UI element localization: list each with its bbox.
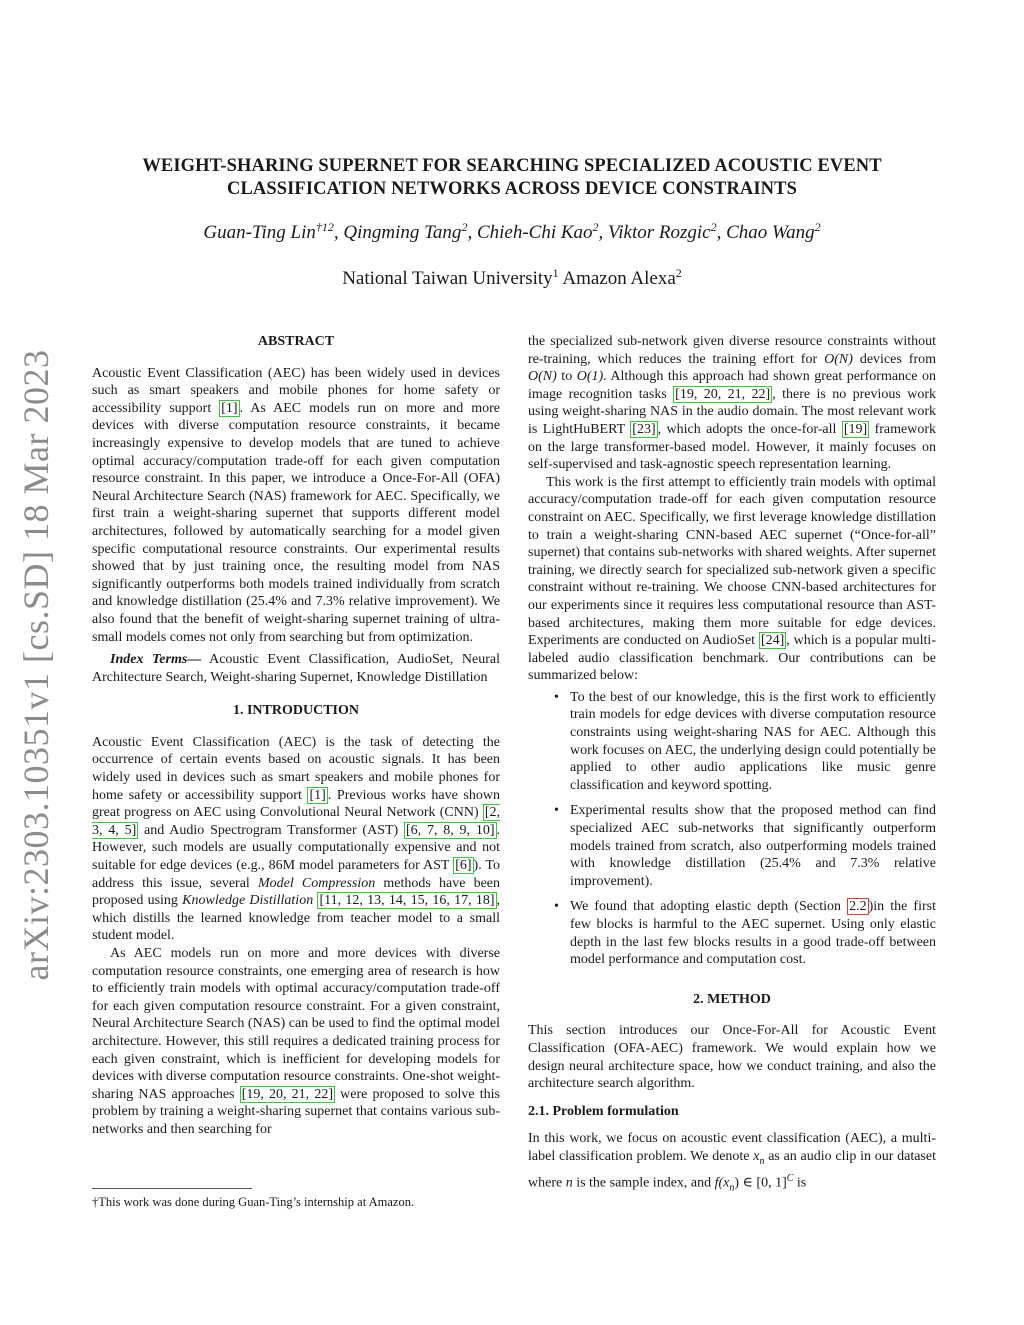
paper-title — [60, 155, 964, 201]
affiliation-sup: 1 — [552, 266, 559, 280]
left-column — [92, 333, 500, 1139]
list-item: • To the best of our knowledge, this is the first work to efficiently train models for edge devices with diverse computation resource constraints using weight-sharing NAS for AEC. Although this work focuses on AEC, the underlying design could potentially be applied to other audio applications like music genre classification and keyword spotting. — [554, 689, 936, 793]
author-name: Viktor Rozgic — [608, 222, 711, 243]
subsection-heading: 2.1. Problem formulation — [528, 1103, 679, 1119]
section-link[interactable]: 2.2 — [849, 899, 867, 915]
arxiv-stamp — [8, 350, 64, 980]
author-sup: 2 — [710, 220, 717, 234]
citation-link[interactable]: [19, 20, 21, 22] — [241, 1086, 333, 1102]
citation-link[interactable]: [11, 12, 13, 14, 15, 16, 17, 18] — [319, 893, 495, 909]
method-heading: 2. METHOD — [693, 991, 771, 1007]
citation-link[interactable]: [1] — [309, 787, 326, 803]
author-name: Guan-Ting Lin — [203, 222, 316, 243]
author-sup: †12 — [315, 220, 334, 234]
citation-link[interactable]: [19, 20, 21, 22] — [675, 386, 771, 402]
affiliation-sup: 2 — [675, 266, 682, 280]
right-column — [528, 333, 936, 1197]
author-list: Guan-Ting Lin$^{\dagger 12}$, Qingming Tang$^2$, Chieh-Chi Kao$^2$, Viktor Rozgic$^2$, Chao Wang$^2$ — [203, 220, 821, 243]
contribution-list — [528, 689, 936, 969]
author-name: Qingming Tang — [343, 222, 462, 243]
citation-link[interactable]: [1] — [221, 400, 238, 416]
intro-paragraph-1: Acoustic Event Classification (AEC) is the task of detecting the occurrence of certain events based on acoustic signals. It has been widely used in devices such as smart speakers and mobile phones for home safety or accessibility support [1] . Previous works have shown great progress on AEC using Convolutional Neural Network (CNN) [2, 3, 4, 5] and Audio Spectrogram Transformer (AST) [6, 7, 8, 9, 10] . However, such models are usually computationally expensive and not suitable for edge devices (e.g., 86M model parameters for AST [6] ). To address this issue, several Model Compression methods have been proposed using Knowledge Distillation [11, 12, 13, 14, 15, 16, 17, 18] , which distills the learned knowledge from teacher model to a small student model. — [92, 734, 501, 944]
abstract-heading: ABSTRACT — [257, 334, 335, 349]
list-item: • We found that adopting elastic depth (Section 2.2 )in the first few blocks is harmful to the AEC supernet. Using only elastic depth in the last few blocks results in a good trade-off between model performance and computation cost. — [554, 899, 936, 968]
affiliation-name: Amazon Alexa — [562, 268, 676, 289]
index-terms: Index Terms— Acoustic Event Classification, AudioSet, Neural Architecture Search, Weight-sharing Supernet, Knowledge Distillation — [92, 652, 501, 685]
footnote: †This work was done during Guan-Ting’s internship at Amazon. — [92, 1195, 415, 1209]
bullet-icon: • — [554, 803, 559, 819]
affiliations — [60, 266, 964, 290]
subsection-text: In this work, we focus on acoustic event classification (AEC), a multi-label classification problem. We denote $x_n$ as an audio clip in our dataset where n is the sample index, and $f(x_n)$ ∈ [0, 1]$^C$ is — [528, 1131, 936, 1194]
index-terms-label: Index Terms— — [110, 652, 202, 668]
citation-link[interactable]: [23] — [632, 421, 656, 437]
affiliation-name: National Taiwan University — [342, 268, 553, 289]
right-paragraph-2: This work is the first attempt to efficiently train models with optimal accuracy/computation trade-off for each given computation resource constraint on AEC. Specifically, we first leverage knowledge distillation to train a weight-sharing CNN-based AEC supernet (“Once-for-all” supernet) that contains sub-networks with shared weights. After supernet training, we directly search for specialized sub-network given a specific constraint without re-training. We choose CNN-based architectures for our experiments since it requires less computational resource than AST-based architectures, making them more suitable for edge devices. Experiments are conducted on AudioSet [24] , which is a popular multi-labeled audio classification benchmark. Our contributions can be summarized below: — [528, 474, 936, 684]
author-name: Chieh-Chi Kao — [476, 222, 593, 243]
right-paragraph-1: the specialized sub-network given diverse resource constraints without re-training, which reduces the training effort for O(N) devices from O(N) to O(1). Although this approach had shown great performance on image recognition tasks [19, 20, 21, 22] , there is no previous work using weight-sharing NAS in the audio domain. The most relevant work is LightHuBERT [23] , which adopts the once-for-all [19] framework on the large transformer-based model. However, it mainly focuses on self-supervised and task-agnostic speech representation learning. — [528, 334, 937, 473]
citation-link[interactable]: [2, 3, 4, 5] — [92, 805, 500, 838]
abstract-text: Acoustic Event Classification (AEC) has been widely used in devices such as smart speakers and mobile phones for home safety or accessibility support [1] . As AEC models run on more and more devices with diverse computation resource constraints, it became increasingly expensive to develop models that are tuned to achieve optimal accuracy/computation trade-off for each given computation resource constraint. In this paper, we introduce a Once-For-All (OFA) Neural Architecture Search (NAS) framework for AEC. Specifically, we first train a weight-sharing supernet that supports different model architectures, followed by automatically searching for a model given specific computational resource constraints. Our experimental results showed that by just training once, the resulting model from NAS significantly outperforms both models trained individually from scratch and knowledge distillation (25.4% and 7.3% relative improvement). We also found that the benefit of weight-sharing supernet training of ultra-small models comes not only from searching but from optimization. — [92, 365, 500, 645]
citation-link[interactable]: [24] — [760, 633, 785, 649]
intro-heading: 1. INTRODUCTION — [232, 703, 359, 719]
citation-link[interactable]: [19] — [843, 421, 868, 437]
intro-paragraph-2: As AEC models run on more and more devices with diverse computation resource constraints, one emerging area of research is how to efficiently train models with optimal accuracy/computation trade-off for each given computation resource constraint. For a given constraint, Neural Architecture Search (NAS) can be used to find the optimal model architecture. However, this still requires a dedicated training process for each given constraint, which is inefficient for developing models for devices with diverse computation resource constraints. One-shot weight-sharing NAS approaches [19, 20, 21, 22] were proposed to solve this problem by training a weight-sharing supernet that contains various sub-networks and then searching for — [92, 946, 501, 1137]
method-text: This section introduces our Once-For-All for Acoustic Event Classification (OFA-AEC) framework. We would explain how we design neural architecture space, how we conduct training, and also the architecture search algorithm. — [528, 1023, 936, 1092]
author-sup: 2 — [592, 220, 599, 234]
bullet-icon: • — [554, 899, 559, 915]
author-sup: 2 — [461, 220, 468, 234]
author-name: Chao Wang — [726, 222, 815, 243]
list-item: • Experimental results show that the proposed method can find specialized AEC sub-networks that significantly outperform models trained from scratch, also outperforming models trained with knowledge distillation (25.4% and 7.3% relative improvement). — [554, 803, 936, 889]
bullet-icon: • — [554, 689, 559, 705]
author-sup: 2 — [814, 220, 821, 234]
footnote-rule — [92, 1188, 252, 1189]
citation-link[interactable]: [6] — [455, 858, 472, 874]
title-line-2: CLASSIFICATION NETWORKS ACROSS DEVICE CONSTRAINTS — [227, 179, 797, 199]
arxiv-stamp-text: arXiv:2303.10351v1 [cs.SD] 18 Mar 2023 — [16, 349, 56, 981]
citation-link[interactable]: [6, 7, 8, 9, 10] — [406, 822, 495, 838]
title-line-1: WEIGHT-SHARING SUPERNET FOR SEARCHING SPECIALIZED ACOUSTIC EVENT — [142, 156, 882, 176]
